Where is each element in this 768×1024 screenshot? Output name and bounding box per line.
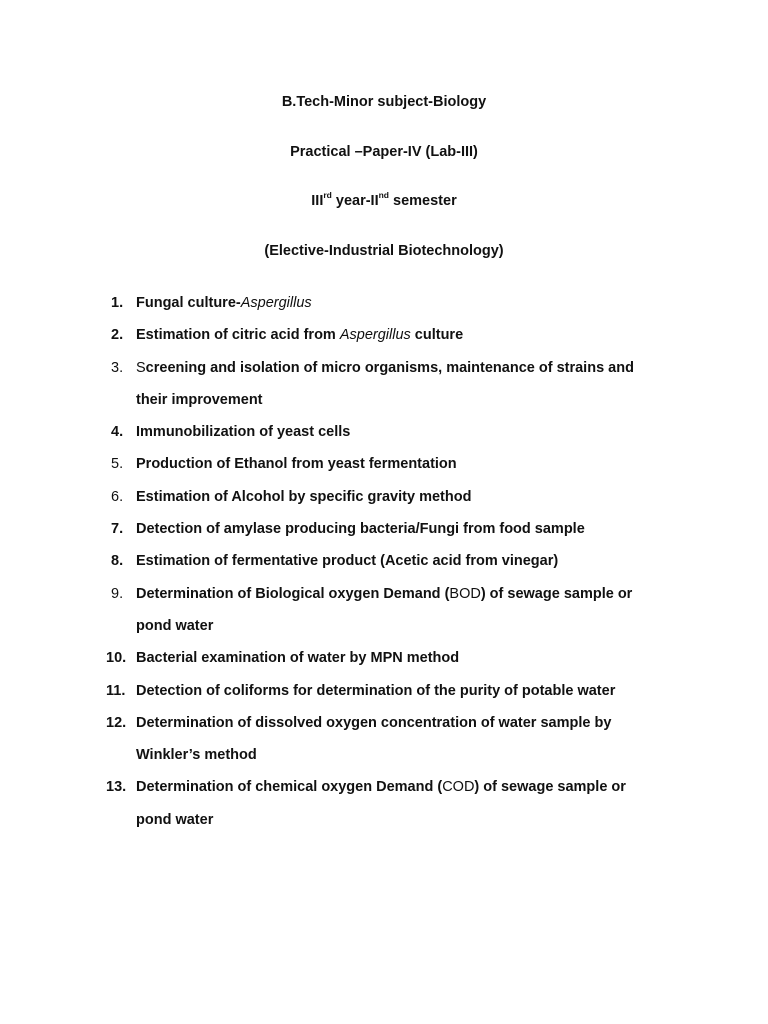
list-item-line: [136, 416, 708, 448]
year-sup-b: nd: [378, 190, 389, 201]
document-title: B.Tech-Minor subject-Biology: [281, 94, 487, 110]
list-item-number: 13.: [106, 779, 127, 796]
document-subtitle: Practical –Paper-IV (Lab-III): [290, 144, 478, 160]
experiment-list: [0, 287, 768, 836]
list-item-text: Bacterial examination of water by MPN method: [136, 650, 460, 667]
year-part-a: III: [311, 193, 324, 209]
list-item-text: ) of sewage sample or: [480, 585, 633, 602]
list-item-text: Estimation of Alcohol by specific gravity method: [136, 488, 472, 505]
list-item-line: [136, 642, 708, 674]
list-item-text: their improvement: [136, 391, 263, 408]
list-item-line: [136, 739, 708, 771]
list-item-number: 11.: [106, 682, 126, 699]
list-item-line: [136, 352, 708, 384]
list-item-text: Determination of chemical oxygen Demand (: [136, 779, 443, 796]
list-item: [0, 545, 768, 577]
list-item-text: S: [136, 359, 146, 376]
list-item: [0, 416, 768, 448]
list-item-text: Aspergillus: [240, 295, 312, 311]
list-item-text: Production of Ethanol from yeast fermentation: [136, 456, 457, 473]
list-item-number: 9.: [111, 585, 124, 602]
list-item-text: creening and isolation of micro organisms, maintenance of strains and: [145, 359, 634, 376]
list-item-number: 7.: [111, 521, 124, 538]
year-sup-a: rd: [323, 190, 332, 201]
list-item-line: [136, 319, 708, 351]
list-item: [0, 675, 768, 707]
list-item: [0, 642, 768, 674]
list-item: [0, 771, 768, 836]
year-part-c: semester: [389, 193, 457, 209]
list-item-text: Detection of coliforms for determination of the purity of potable water: [136, 682, 616, 699]
year-semester-line: [0, 191, 768, 211]
list-item-text: Fungal culture-: [136, 295, 241, 311]
list-item-line: [136, 707, 708, 739]
list-item-text: Detection of amylase producing bacteria/Fungi from food sample: [136, 521, 585, 538]
year-part-b: year-II: [331, 193, 379, 209]
list-item-line: [136, 804, 708, 836]
list-item: [0, 352, 768, 417]
list-item: [0, 287, 768, 319]
list-item-text: Aspergillus: [339, 327, 411, 344]
list-item-text: Winkler’s method: [136, 747, 257, 764]
list-item-number: 12.: [106, 714, 127, 731]
list-item-text: Determination of dissolved oxygen concentration of water sample by: [136, 714, 612, 731]
list-item-number: 1.: [111, 295, 124, 311]
list-item-text: Estimation of citric acid from: [136, 327, 340, 344]
elective-heading: (Elective-Industrial Biotechnology): [264, 243, 504, 259]
list-item-text: BOD: [449, 585, 481, 602]
list-item: [0, 513, 768, 545]
list-item-text: culture: [410, 327, 464, 344]
list-item-line: [136, 545, 708, 577]
list-item-number: 6.: [111, 488, 124, 505]
list-item-text: Estimation of fermentative product (Acetic acid from vinegar): [136, 553, 559, 570]
list-item-text: Immunobilization of yeast cells: [136, 424, 351, 441]
list-item-text: pond water: [136, 617, 214, 634]
list-item-text: pond water: [136, 811, 214, 828]
list-item-text: Determination of Biological oxygen Demand (: [136, 585, 450, 602]
list-item: [0, 448, 768, 480]
list-item: [0, 319, 768, 351]
list-item-number: 4.: [111, 424, 124, 441]
list-item-number: 8.: [111, 553, 124, 570]
list-item-line: [136, 578, 708, 610]
list-item-line: [136, 610, 708, 642]
list-item-number: 3.: [111, 359, 124, 376]
list-item-line: [136, 448, 708, 480]
list-item-text: COD: [442, 779, 475, 796]
list-item: [0, 578, 768, 643]
list-item-line: [136, 513, 708, 545]
list-item-number: 10.: [106, 650, 127, 667]
list-item-line: [136, 771, 708, 803]
list-item-line: [136, 287, 708, 319]
list-item-line: [136, 675, 708, 707]
list-item-number: 5.: [111, 456, 124, 473]
list-item-line: [136, 384, 708, 416]
list-item: [0, 707, 768, 772]
list-item-text: ) of sewage sample or: [474, 779, 626, 796]
list-item-line: [136, 481, 708, 513]
list-item-number: 2.: [111, 327, 124, 344]
list-item: [0, 481, 768, 513]
